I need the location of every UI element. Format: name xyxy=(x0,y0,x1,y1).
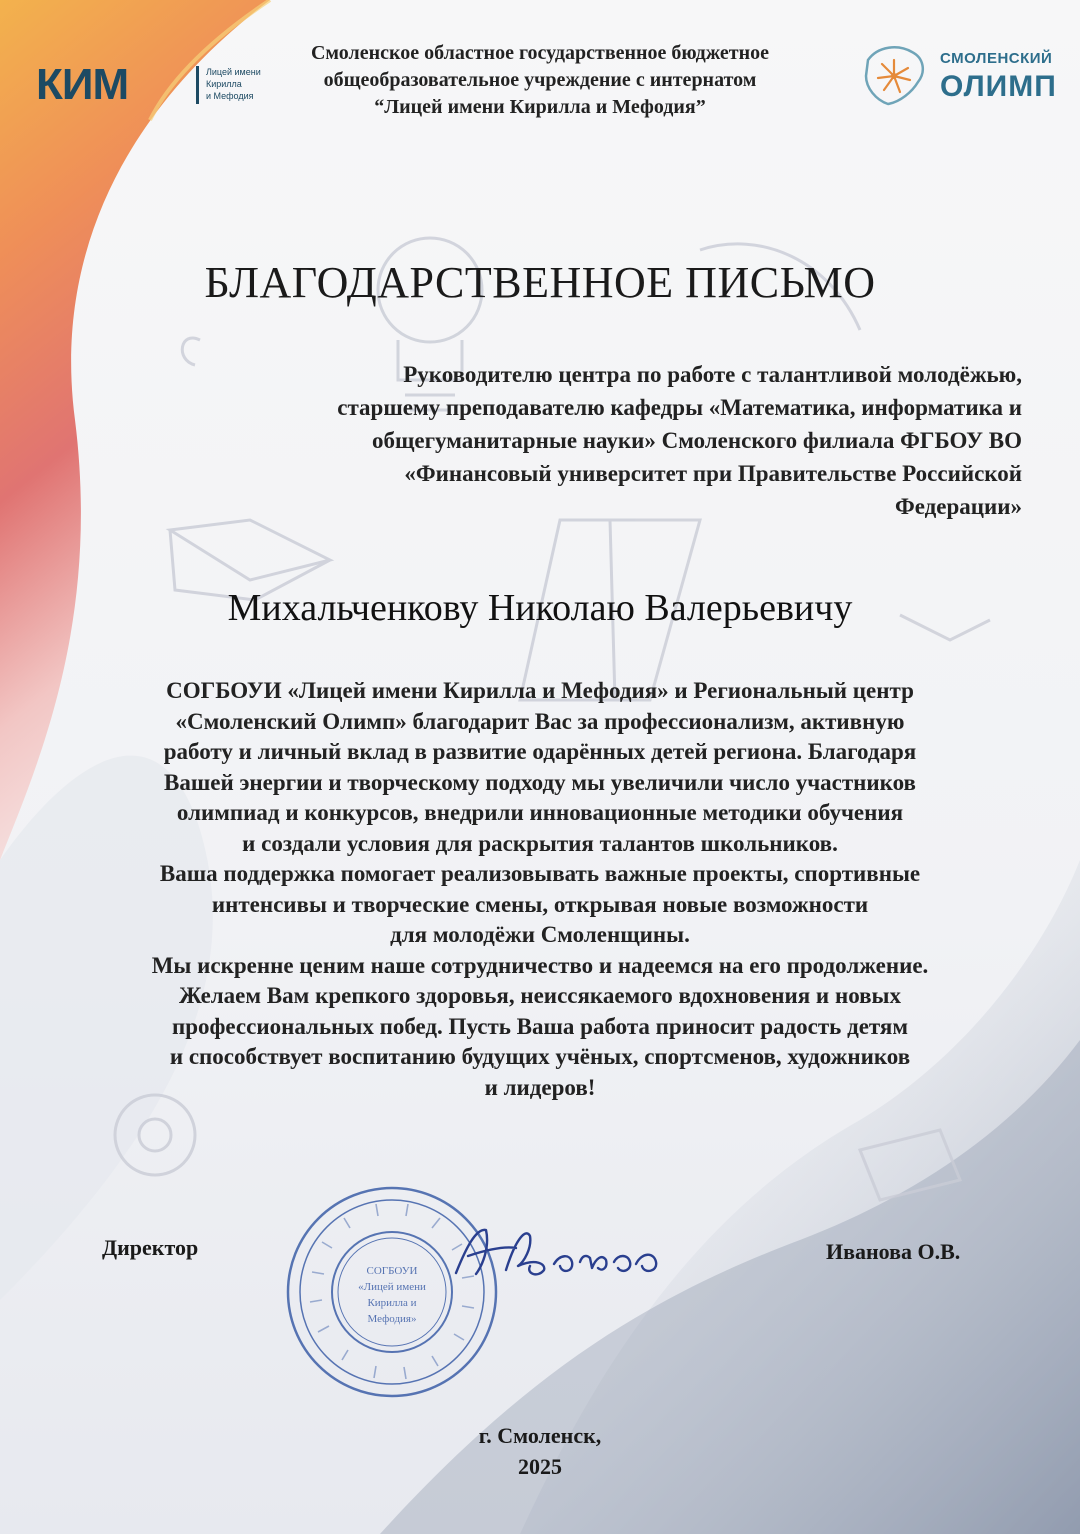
letter-body xyxy=(40,676,1040,1103)
body-line: Ваша поддержка помогает реализовывать важные проекты, спортивные xyxy=(159,861,921,886)
signatory-role: Директор xyxy=(102,1235,199,1260)
kim-logo-subtitle: Лицей имени Кирилла и Мефодия xyxy=(206,67,261,101)
body-line: олимпиад и конкурсов, внедрили инновационные методики обучения xyxy=(176,800,904,825)
recipient-line: Руководителю центра по работе с талантливой молодёжью, xyxy=(403,362,1022,387)
body-line: и лидеров! xyxy=(484,1074,596,1100)
svg-text:Мефодия»: Мефодия» xyxy=(367,1313,417,1325)
olimp-logo-line2: ОЛИМП xyxy=(940,70,1057,103)
olimp-logo-line1: СМОЛЕНСКИЙ xyxy=(940,50,1053,67)
footer-city: г. Смоленск, xyxy=(478,1423,602,1448)
official-seal-stamp xyxy=(282,1182,502,1402)
recipient-line: «Финансовый университет при Правительстве Российской xyxy=(404,461,1022,486)
svg-text:СОГБОУИ: СОГБОУИ xyxy=(366,1265,418,1277)
svg-text:«Лицей имени: «Лицей имени xyxy=(358,1281,426,1293)
body-line: «Смоленский Олимп» благодарит Вас за профессионализм, активную xyxy=(175,708,905,734)
body-line: Мы искренне ценим наше сотрудничество и надеемся на его продолжение. xyxy=(151,952,929,978)
body-line: для молодёжи Смоленщины. xyxy=(390,922,690,947)
recipient-line: старшему преподавателю кафедры «Математика, информатика и xyxy=(337,395,1022,420)
recipient-line: общегуманитарные науки» Смоленского филиала ФГБОУ ВО xyxy=(371,428,1022,453)
organization-name: Смоленское областное государственное бюджетное общеобразовательное учреждение с интернатом “Лицей имени Кирилла и Мефодия” xyxy=(310,42,770,118)
recipient-name: Михальченкову Николаю Валерьевичу xyxy=(227,587,853,629)
body-line: профессиональных побед. Пусть Ваша работа приносит радость детям xyxy=(171,1013,909,1039)
body-line: СОГБОУИ «Лицей имени Кирилла и Мефодия» и Региональный центр xyxy=(166,678,914,703)
body-line: Желаем Вам крепкого здоровья, неиссякаемого вдохновения и новых xyxy=(179,983,901,1008)
svg-text:Кирилла и: Кирилла и xyxy=(367,1297,417,1309)
director-signature xyxy=(446,1218,676,1288)
footer-year: 2025 xyxy=(518,1454,562,1479)
body-line: и создали условия для раскрытия талантов школьников. xyxy=(242,830,838,856)
body-line: интенсивы и творческие смены, открывая новые возможности xyxy=(211,891,869,917)
recipient-line: Федерации» xyxy=(894,494,1022,519)
recipient-position xyxy=(170,358,1022,523)
body-line: Вашей энергии и творческому подходу мы увеличили число участников xyxy=(164,769,916,795)
signatory-name: Иванова О.В. xyxy=(826,1239,961,1264)
smolensk-olimp-logo xyxy=(860,42,1070,112)
body-line: и способствует воспитанию будущих учёных, спортсменов, художников xyxy=(169,1044,911,1069)
olimp-region-map-icon xyxy=(860,42,930,108)
kim-logo-divider xyxy=(196,66,199,104)
body-line: работу и личный вклад в развитие одарённых детей региона. Благодаря xyxy=(163,739,917,764)
kim-logo xyxy=(36,60,261,109)
place-and-date xyxy=(0,1420,1080,1482)
document-title: БЛАГОДАРСТВЕННОЕ ПИСЬМО xyxy=(204,258,876,307)
kim-logo-word: КИМ xyxy=(36,60,129,109)
